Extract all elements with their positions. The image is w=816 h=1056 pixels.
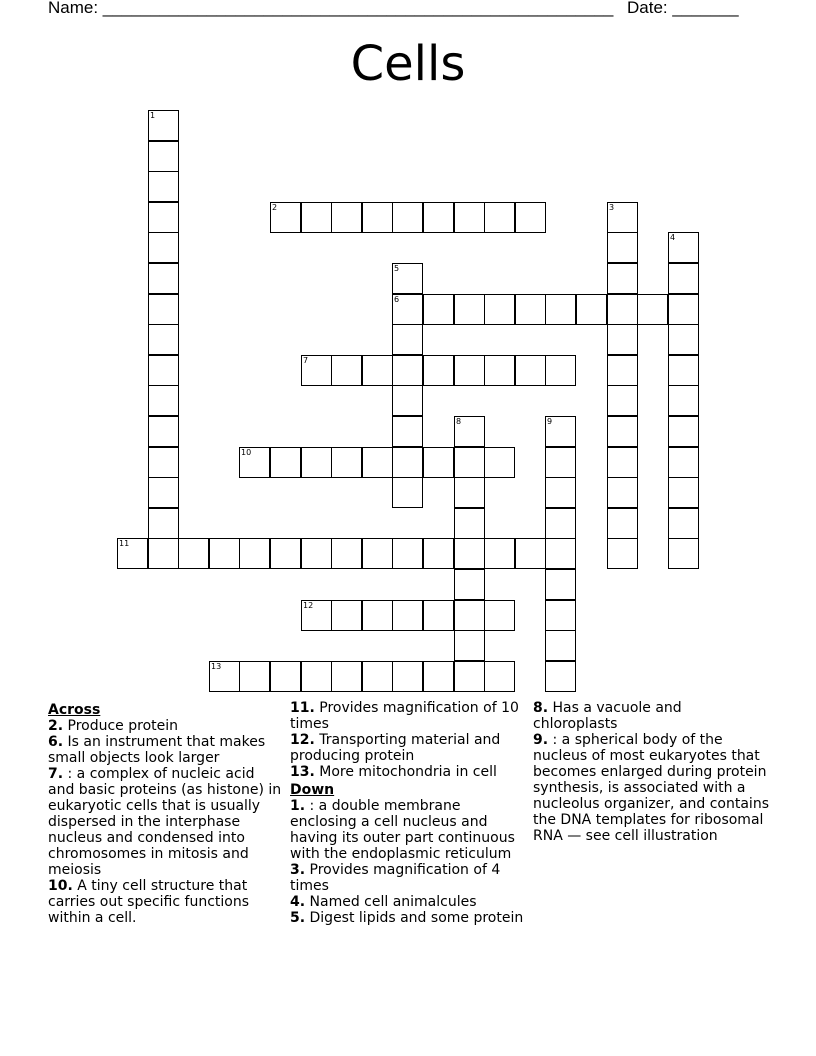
crossword-cell[interactable]: [423, 447, 454, 478]
crossword-cell[interactable]: [148, 110, 179, 141]
crossword-cell[interactable]: [668, 447, 699, 478]
crossword-cell[interactable]: [270, 447, 301, 478]
clue-number: 13.: [290, 764, 315, 780]
cell-number: 9: [547, 417, 553, 426]
clue-across: [48, 718, 284, 734]
crossword-cell[interactable]: [301, 600, 332, 631]
clue-down: [290, 894, 526, 910]
crossword-cell[interactable]: [515, 355, 546, 386]
clues-column-2: [290, 700, 526, 926]
crossword-cell[interactable]: [148, 232, 179, 263]
crossword-cell[interactable]: [668, 232, 699, 263]
crossword-cell[interactable]: [484, 600, 515, 631]
crossword-cell[interactable]: [392, 324, 423, 355]
cell-number: 12: [303, 601, 314, 610]
clue-across: [48, 734, 284, 766]
clue-number: 6.: [48, 734, 64, 750]
crossword-cell[interactable]: [668, 263, 699, 294]
date-field-label: Date: _______: [627, 0, 739, 17]
clue-text: Produce protein: [67, 718, 179, 734]
crossword-cell[interactable]: [148, 294, 179, 325]
crossword-cell[interactable]: [362, 202, 393, 233]
clue-text: More mitochondria in cell: [319, 764, 497, 780]
crossword-cell[interactable]: [239, 447, 270, 478]
crossword-cell[interactable]: [362, 447, 393, 478]
cell-number: 5: [394, 264, 400, 273]
crossword-cell[interactable]: [392, 263, 423, 294]
crossword-cell[interactable]: [454, 294, 485, 325]
crossword-cell[interactable]: [148, 385, 179, 416]
cell-number: 13: [211, 662, 222, 671]
crossword-cell[interactable]: [454, 630, 485, 661]
crossword-cell[interactable]: [545, 630, 576, 661]
crossword-cell[interactable]: [545, 447, 576, 478]
crossword-cell[interactable]: [423, 294, 454, 325]
crossword-cell[interactable]: [668, 416, 699, 447]
crossword-cell[interactable]: [454, 355, 485, 386]
crossword-cell[interactable]: [545, 661, 576, 692]
clue-text: Provides magnification of 4 times: [290, 862, 501, 894]
crossword-cell[interactable]: [331, 355, 362, 386]
clue-text: Digest lipids and some protein: [309, 910, 524, 926]
cell-number: 7: [303, 356, 309, 365]
clue-number: 4.: [290, 894, 306, 910]
crossword-cell[interactable]: [607, 477, 638, 508]
crossword-cell[interactable]: [270, 202, 301, 233]
cell-number: 6: [394, 295, 400, 304]
crossword-cell[interactable]: [392, 416, 423, 447]
crossword-cell[interactable]: [392, 538, 423, 569]
clue-text: : a spherical body of the nucleus of most eukaryotes that becomes enlarged during protein synthesis, is associated with a nucleolus organizer, and contains the DNA templates for ribosomal RNA — see cell illustration: [533, 732, 769, 844]
crossword-cell[interactable]: [484, 447, 515, 478]
crossword-cell[interactable]: [148, 355, 179, 386]
crossword-cell[interactable]: [484, 538, 515, 569]
clues-column-1: [48, 700, 284, 926]
crossword-cell[interactable]: [148, 538, 179, 569]
down-heading: Down: [290, 782, 335, 798]
crossword-cell[interactable]: [148, 171, 179, 202]
crossword-cell[interactable]: [668, 355, 699, 386]
crossword-cell[interactable]: [454, 508, 485, 539]
crossword-cell[interactable]: [607, 263, 638, 294]
crossword-cell[interactable]: [301, 447, 332, 478]
crossword-cell[interactable]: [148, 477, 179, 508]
crossword-cell[interactable]: [270, 661, 301, 692]
crossword-cell[interactable]: [148, 263, 179, 294]
crossword-cell[interactable]: [484, 661, 515, 692]
crossword-cell[interactable]: [454, 477, 485, 508]
crossword-cell[interactable]: [209, 661, 240, 692]
crossword-cell[interactable]: [392, 600, 423, 631]
crossword-cell[interactable]: [484, 294, 515, 325]
crossword-cell[interactable]: [454, 416, 485, 447]
crossword-cell[interactable]: [148, 324, 179, 355]
clue-number: 3.: [290, 862, 306, 878]
crossword-cell[interactable]: [607, 447, 638, 478]
crossword-cell[interactable]: [301, 355, 332, 386]
crossword-cell[interactable]: [423, 661, 454, 692]
clue-text: : a double membrane enclosing a cell nucleus and having its outer part continuous with the endoplasmic reticulum: [290, 798, 515, 862]
crossword-cell[interactable]: [301, 661, 332, 692]
crossword-cell[interactable]: [392, 294, 423, 325]
crossword-cell[interactable]: [454, 661, 485, 692]
crossword-cell[interactable]: [423, 202, 454, 233]
crossword-cell[interactable]: [545, 508, 576, 539]
crossword-cell[interactable]: [454, 447, 485, 478]
crossword-cell[interactable]: [148, 141, 179, 172]
crossword-cell[interactable]: [545, 416, 576, 447]
crossword-cell[interactable]: [392, 202, 423, 233]
clue-across: [48, 766, 284, 878]
cell-number: 8: [456, 417, 462, 426]
crossword-cell[interactable]: [637, 294, 668, 325]
crossword-cell[interactable]: [301, 538, 332, 569]
clue-number: 10.: [48, 878, 73, 894]
crossword-cell[interactable]: [545, 569, 576, 600]
clue-number: 12.: [290, 732, 315, 748]
clue-number: 5.: [290, 910, 306, 926]
page-title: Cells: [350, 36, 466, 92]
crossword-cell[interactable]: [392, 355, 423, 386]
crossword-cell[interactable]: [484, 355, 515, 386]
crossword-cell[interactable]: [331, 661, 362, 692]
crossword-cell[interactable]: [454, 202, 485, 233]
crossword-cell[interactable]: [668, 477, 699, 508]
clue-number: 2.: [48, 718, 64, 734]
crossword-cell[interactable]: [209, 538, 240, 569]
crossword-cell[interactable]: [607, 385, 638, 416]
crossword-cell[interactable]: [576, 294, 607, 325]
crossword-cell[interactable]: [301, 202, 332, 233]
crossword-cell[interactable]: [239, 538, 270, 569]
clue-number: 7.: [48, 766, 64, 782]
crossword-cell[interactable]: [607, 508, 638, 539]
crossword-cell[interactable]: [515, 202, 546, 233]
crossword-cell[interactable]: [148, 416, 179, 447]
crossword-cell[interactable]: [668, 508, 699, 539]
name-field-label: Name: ______________________________________________________: [48, 0, 614, 17]
clue-down: [290, 910, 526, 926]
crossword-cell[interactable]: [331, 538, 362, 569]
crossword-cell[interactable]: [331, 600, 362, 631]
across-heading: Across: [48, 702, 101, 718]
clue-text: Provides magnification of 10 times: [290, 700, 519, 732]
clue-text: Is an instrument that makes small objects look larger: [48, 734, 266, 766]
crossword-cell[interactable]: [117, 538, 148, 569]
clue-down: [533, 700, 769, 732]
clue-across: [290, 732, 526, 764]
clue-text: Has a vacuole and chloroplasts: [533, 700, 682, 732]
cell-number: 4: [670, 233, 676, 242]
cell-number: 2: [272, 203, 278, 212]
crossword-cell[interactable]: [515, 294, 546, 325]
clues-column-3: [533, 700, 769, 844]
crossword-cell[interactable]: [392, 385, 423, 416]
crossword-cell[interactable]: [545, 538, 576, 569]
crossword-cell[interactable]: [148, 508, 179, 539]
crossword-cell[interactable]: [545, 294, 576, 325]
crossword-cell[interactable]: [392, 477, 423, 508]
crossword-cell[interactable]: [331, 447, 362, 478]
crossword-cell[interactable]: [362, 355, 393, 386]
crossword-cell[interactable]: [362, 538, 393, 569]
crossword-cell[interactable]: [454, 569, 485, 600]
clue-down: [290, 862, 526, 894]
crossword-cell[interactable]: [392, 447, 423, 478]
crossword-cell[interactable]: [545, 355, 576, 386]
clue-text: Named cell animalcules: [309, 894, 477, 910]
crossword-cell[interactable]: [607, 294, 638, 325]
crossword-cell[interactable]: [668, 385, 699, 416]
clue-down: [533, 732, 769, 844]
crossword-cell[interactable]: [545, 477, 576, 508]
crossword-cell[interactable]: [607, 232, 638, 263]
crossword-cell[interactable]: [178, 538, 209, 569]
crossword-cell[interactable]: [607, 324, 638, 355]
crossword-cell[interactable]: [270, 538, 301, 569]
crossword-cell[interactable]: [362, 600, 393, 631]
cell-number: 1: [150, 111, 156, 120]
crossword-cell[interactable]: [148, 202, 179, 233]
clue-text: : a complex of nucleic acid and basic proteins (as histone) in eukaryotic cells that is usually dispersed in the interphase nucleus and condensed into chromosomes in mitosis and meiosis: [48, 766, 282, 878]
crossword-cell[interactable]: [454, 538, 485, 569]
cell-number: 3: [609, 203, 615, 212]
crossword-cell[interactable]: [454, 600, 485, 631]
cell-number: 11: [119, 539, 130, 548]
clue-text: Transporting material and producing protein: [290, 732, 501, 764]
clue-number: 9.: [533, 732, 549, 748]
crossword-cell[interactable]: [392, 661, 423, 692]
crossword-cell[interactable]: [423, 355, 454, 386]
crossword-cell[interactable]: [668, 324, 699, 355]
crossword-cell[interactable]: [484, 202, 515, 233]
crossword-cell[interactable]: [423, 600, 454, 631]
crossword-cell[interactable]: [607, 416, 638, 447]
crossword-cell[interactable]: [423, 538, 454, 569]
clue-text: A tiny cell structure that carries out specific functions within a cell.: [48, 878, 249, 926]
clue-across: [290, 764, 526, 780]
crossword-cell[interactable]: [607, 538, 638, 569]
clue-down: [290, 798, 526, 862]
crossword-cell[interactable]: [148, 447, 179, 478]
clue-number: 1.: [290, 798, 306, 814]
crossword-cell[interactable]: [239, 661, 270, 692]
crossword-cell[interactable]: [668, 294, 699, 325]
crossword-cell[interactable]: [607, 355, 638, 386]
crossword-cell[interactable]: [331, 202, 362, 233]
clue-number: 8.: [533, 700, 549, 716]
crossword-cell[interactable]: [545, 600, 576, 631]
crossword-cell[interactable]: [515, 538, 546, 569]
clue-number: 11.: [290, 700, 315, 716]
cell-number: 10: [241, 448, 252, 457]
clue-across: [290, 700, 526, 732]
crossword-cell[interactable]: [668, 538, 699, 569]
crossword-cell[interactable]: [607, 202, 638, 233]
clue-across: [48, 878, 284, 926]
crossword-cell[interactable]: [362, 661, 393, 692]
